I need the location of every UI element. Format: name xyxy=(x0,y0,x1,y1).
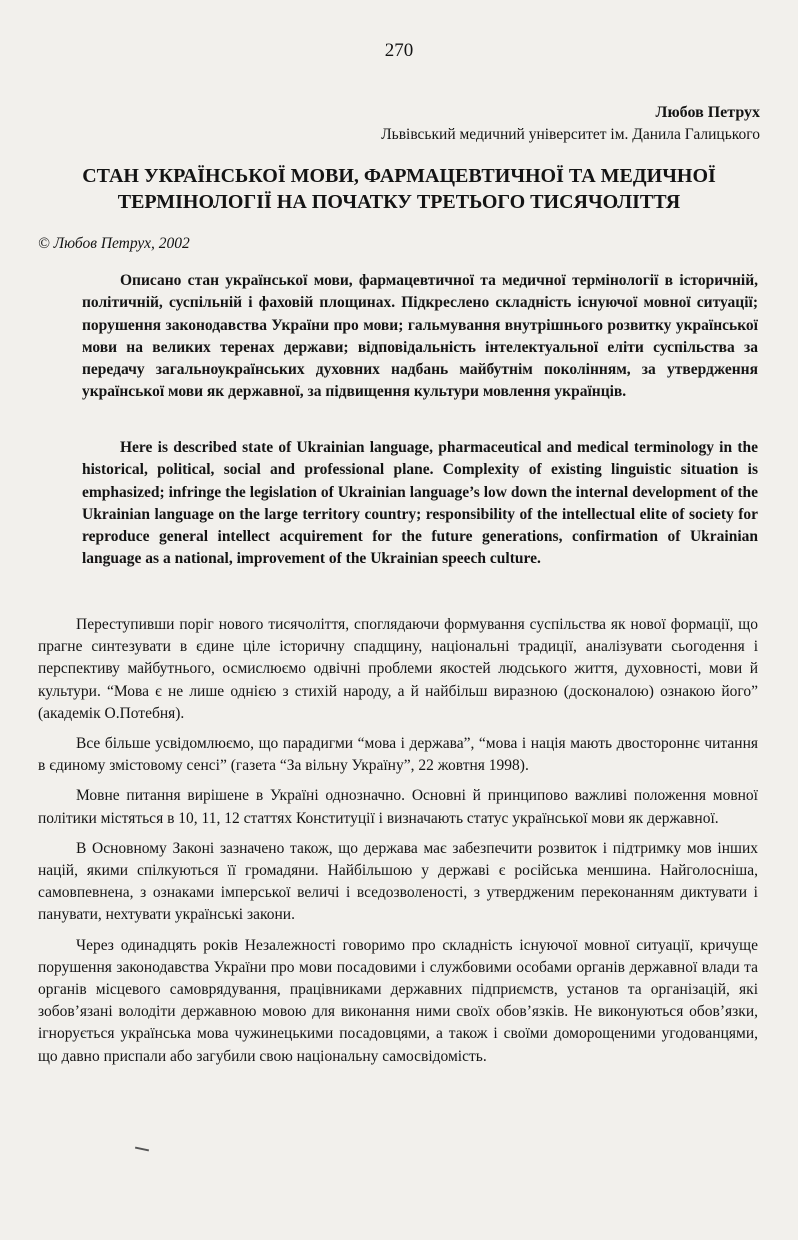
copyright-line: © Любов Петрух, 2002 xyxy=(38,235,190,252)
body-paragraph: Переступивши поріг нового тисячоліття, споглядаючи формування суспільства як нової формації, що прагне синтезувати в єдине ціле історичну спадщину, національні традиції, аналізувати сьогодення і перспективу майбутнього, осмислюємо одвічні проблеми якостей людського життя, духовності, мови й культури. “Мова є не лише однією з стихій народу, а й найбільш виразною (досконалою) ознакою його” (академік О.Потебня). xyxy=(38,616,758,722)
author-affiliation: Львівський медичний університет ім. Данила Галицького xyxy=(381,126,760,143)
body-paragraph: Мовне питання вирішене в Україні однозначно. Основні й принципово важливі положення мовної політики містяться в 10, 11, 12 статтях Конституції і визначають статус української мови як державної. xyxy=(38,787,758,827)
article-title: СТАН УКРАЇНСЬКОЇ МОВИ, ФАРМАЦЕВТИЧНОЇ ТА МЕДИЧНОЇ ТЕРМІНОЛОГІЇ НА ПОЧАТКУ ТРЕТЬОГО ТИСЯЧОЛІТТЯ xyxy=(82,165,716,213)
body-text xyxy=(38,614,758,1076)
abstract-ukrainian: Описано стан української мови, фармацевтичної та медичної термінології в історичній, політичній, суспільній і фаховій площинах. Підкреслено складність існуючої мовної ситуації; порушення законодавства України про мови; гальмування внутрішнього розвитку української мови на великих теренах держави; відповідальність інтелектуальної еліти суспільства за передачу загальноукраїнських духовних надбань майбутнім поколінням, за утвердження української мови як державної, за підвищення культури мовлення українців. xyxy=(82,272,758,401)
author-name: Любов Петрух xyxy=(655,104,760,121)
pen-mark xyxy=(135,1147,149,1152)
abstract-english: Here is described state of Ukrainian language, pharmaceutical and medical terminology in the historical, political, social and professional plane. Complexity of existing linguistic situation is emphasized; infringe the legislation of Ukrainian language’s low down the internal development of the Ukrainian language on the large territory country; responsibility of the intellectual elite of society for reproduce general intellect acquirement for the future generations, confirmation of Ukrainian language as a national, improvement of the Ukrainian speech culture. xyxy=(82,439,758,568)
page-number: 270 xyxy=(384,40,414,61)
body-paragraph: В Основному Законі зазначено також, що держава має забезпечити розвиток і підтримку мов інших націй, якими спілкуються її громадяни. Найбільшою у державі є російська меншина. Найголосніша, самовпевнена, з ознаками імперської величі і вседозволеності, з утвердженим переконанням диктувати і панувати, нехтувати українські закони. xyxy=(38,839,758,924)
body-paragraph: Через одинадцять років Незалежності говоримо про складність існуючої мовної ситуації, кричуще порушення законодавства України про мови посадовими і службовими особами органів державної влади та органів місцевого самоврядування, працівниками державних підприємств, установ та організацій, які зобов’язані володіти державною мовою для виконання ними своїх обов’язків. Не виконуються обов’язки, ігнорується українська мова чужинецькими посадовцями, а також і своїми доморощеними угодованцями, що давно приспали або загубили свою національну самосвідомість. xyxy=(38,936,758,1065)
body-paragraph: Все більше усвідомлюємо, що парадигми “мова і держава”, “мова і нація мають двостороннє читання в єдиному змістовому сенсі” (газета “За вільну Україну”, 22 жовтня 1998). xyxy=(38,735,758,775)
